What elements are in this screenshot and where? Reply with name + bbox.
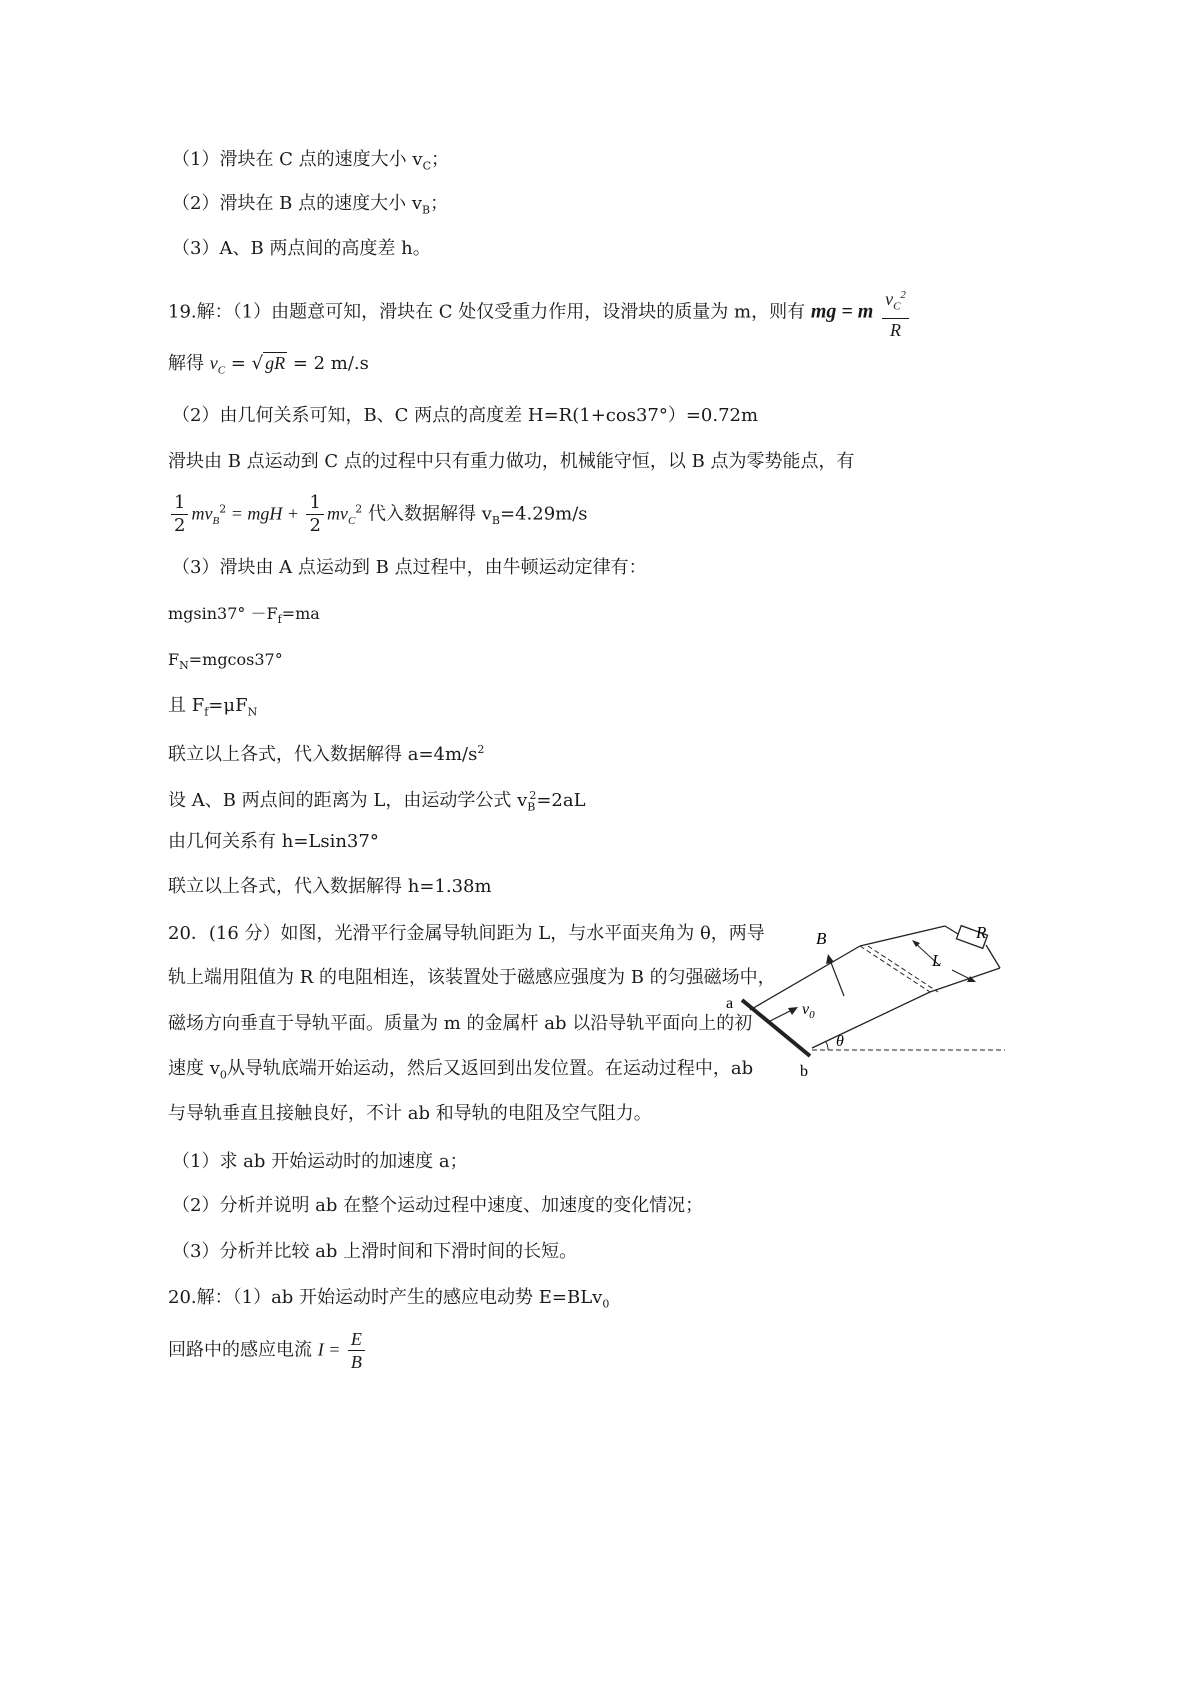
s19-line-10: 设 A、B 两点间的距离为 L，由运动学公式 $v_B^2=2aL$: [168, 789, 586, 814]
q20-line-4: 速度 $v_0$从导轨底端开始运动，然后又返回到出发位置。在运动过程中，ab: [168, 1058, 754, 1082]
figure-label-b: b: [800, 1063, 808, 1078]
figure-label-v0: $v_0$: [802, 1001, 815, 1021]
s19-eq1-fraction: $\frac{v_C^2}{R}$: [882, 284, 909, 341]
figure-label-B: B: [816, 929, 827, 948]
s19-line-4: 滑块由 B 点运动到 C 点的过程中只有重力做功，机械能守恒，以 B 点为零势能点，有: [168, 451, 855, 472]
s19-line-7: $F_N=mgcos37^\circ$: [168, 650, 283, 673]
q20-line-3: 磁场方向垂直于导轨平面。质量为 m 的金属杆 ab 以沿导轨平面向上的初: [168, 1013, 753, 1034]
s19-line-11: 由几何关系有 h=Lsin37°: [168, 831, 379, 852]
q20-part-1: （1）求 ab 开始运动时的加速度 a；: [172, 1151, 468, 1172]
q18-part-2: （2）滑块在 B 点的速度大小 $v_B$；: [172, 193, 449, 217]
s19-line-1: 19.解：（1）由题意可知，滑块在 C 处仅受重力作用，设滑块的质量为 m，则有 mg = m $\frac{v_C^2}{R}$: [168, 284, 912, 341]
figure-label-theta: θ: [836, 1033, 844, 1050]
q20-line-2: 轨上端用阻值为 R 的电阻相连，该装置处于磁感应强度为 B 的匀强磁场中，: [168, 967, 776, 988]
q20-line-1: 20．(16 分）如图，光滑平行金属导轨间距为 L，与水平面夹角为 θ，两导: [168, 923, 765, 944]
figure-label-R: R: [976, 923, 987, 942]
rail-circuit-figure: [720, 916, 1010, 1078]
s19-line-12: 联立以上各式，代入数据解得 h=1.38m: [168, 876, 492, 897]
s20-line-1: 20.解：（1）ab 开始运动时产生的感应电动势 E=BLv$_0$: [168, 1287, 610, 1311]
s19-line-8: 且 $F_f=\mu F_N$: [168, 695, 258, 719]
figure-label-L: L: [932, 951, 942, 970]
q18-part-1: （1）滑块在 C 点的速度大小 $v_C$；: [172, 149, 449, 173]
s19-line-9: 联立以上各式，代入数据解得 $a=4m/s^2$: [168, 743, 485, 765]
figure-label-a: a: [726, 995, 734, 1012]
s19-line-2: 解得 $v_C$ = √ gR = 2 m/.s: [168, 353, 369, 377]
q18-part-3: （3）A、B 两点间的高度差 h。: [172, 238, 431, 259]
q20-line-5: 与导轨垂直且接触良好，不计 ab 和导轨的电阻及空气阻力。: [168, 1103, 652, 1124]
s20-line-2: 回路中的感应电流 I = $\frac{E}{B}$: [168, 1328, 368, 1373]
q20-part-2: （2）分析并说明 ab 在整个运动过程中速度、加速度的变化情况；: [172, 1195, 704, 1216]
s19-line-6: $mgsin37^\circ -F_f=ma$: [168, 604, 320, 627]
s20-current-fraction: $\frac{E}{B}$: [348, 1328, 365, 1373]
s19-line-5: （3）滑块由 A 点运动到 B 点过程中，由牛顿运动定律有：: [172, 557, 647, 578]
q20-part-3: （3）分析并比较 ab 上滑时间和下滑时间的长短。: [172, 1241, 578, 1262]
s19-line-3: （2）由几何关系可知，B、C 两点的高度差 H=R(1+cos37°）=0.72m: [172, 405, 759, 426]
s19-energy-equation: $\frac{1}{2}$ $mv_B^2$ = mgH + $\frac{1}{2}$ $mv_C^2$ 代入数据解得 $v_B=4.29m/s$: [168, 492, 588, 537]
